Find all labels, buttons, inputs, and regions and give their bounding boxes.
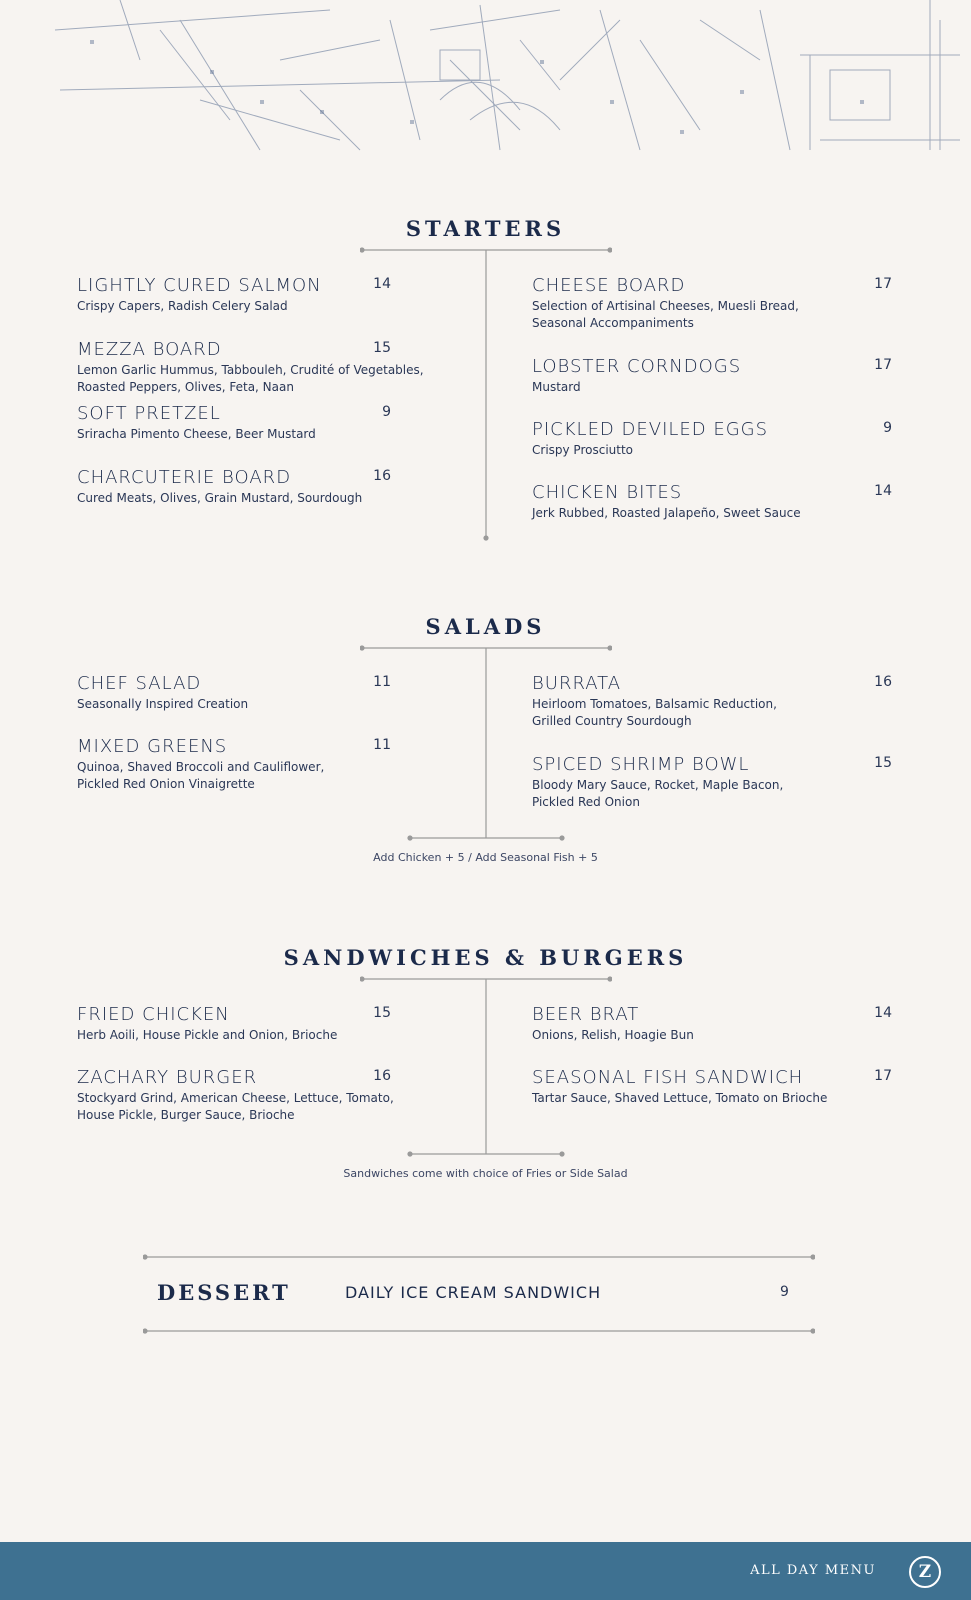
menu-item-description-line: Pickled Red Onion Vinaigrette xyxy=(77,777,255,791)
menu-item-name: PICKLED DEVILED EGGS xyxy=(532,419,769,440)
menu-item-description xyxy=(532,696,892,730)
menu-item xyxy=(77,468,437,507)
dessert-top-rule xyxy=(143,1253,815,1261)
menu-item-price: 15 xyxy=(874,755,892,771)
menu-item xyxy=(77,340,437,396)
menu-item xyxy=(77,1068,437,1124)
menu-item-name: CHARCUTERIE BOARD xyxy=(77,467,292,488)
menu-item-name: CHEESE BOARD xyxy=(532,275,686,296)
menu-item-description-line: Crispy Capers, Radish Celery Salad xyxy=(77,299,288,313)
menu-item-description xyxy=(77,1090,437,1124)
menu-item-name: CHEF SALAD xyxy=(77,673,202,694)
section-title-sandwiches: SANDWICHES & BURGERS xyxy=(283,945,688,970)
footer-menu-label: ALL DAY MENU xyxy=(750,1563,876,1578)
menu-item-name: FRIED CHICKEN xyxy=(77,1004,230,1025)
dessert-item-price: 9 xyxy=(780,1284,789,1300)
menu-item-name: BEER BRAT xyxy=(532,1004,640,1025)
menu-item-price: 14 xyxy=(373,276,391,292)
brand-logo-icon: Z xyxy=(909,1556,941,1588)
menu-item-name: LOBSTER CORNDOGS xyxy=(532,356,742,377)
menu-item xyxy=(532,1005,892,1044)
menu-item-name: MIXED GREENS xyxy=(77,736,228,757)
menu-item-price: 17 xyxy=(874,1068,892,1084)
menu-item-price: 9 xyxy=(883,420,892,436)
menu-item-name: SEASONAL FISH SANDWICH xyxy=(532,1067,804,1088)
menu-item-description-line: Bloody Mary Sauce, Rocket, Maple Bacon, xyxy=(532,778,784,792)
menu-item-price: 11 xyxy=(373,737,391,753)
menu-item xyxy=(77,404,437,443)
salads-add-note: Add Chicken + 5 / Add Seasonal Fish + 5 xyxy=(373,851,598,864)
sandwiches-divider xyxy=(360,973,612,1159)
menu-item-price: 15 xyxy=(373,1005,391,1021)
dessert-item-name: DAILY ICE CREAM SANDWICH xyxy=(345,1283,602,1302)
menu-item-price: 9 xyxy=(382,404,391,420)
menu-item xyxy=(77,276,437,315)
menu-item-name: SPICED SHRIMP BOWL xyxy=(532,754,750,775)
footer-bar xyxy=(0,1542,971,1600)
menu-item-description xyxy=(77,362,437,396)
menu-item-description-line: Cured Meats, Olives, Grain Mustard, Sourdough xyxy=(77,491,363,505)
menu-item xyxy=(532,357,892,396)
menu-item xyxy=(532,755,892,811)
menu-item xyxy=(532,483,892,522)
menu-item-description-line: Seasonally Inspired Creation xyxy=(77,697,249,711)
menu-item xyxy=(532,674,892,730)
menu-item-price: 17 xyxy=(874,357,892,373)
dessert-bottom-rule xyxy=(143,1327,815,1335)
menu-item-description xyxy=(532,298,892,332)
menu-item-description xyxy=(77,490,437,507)
menu-item-description-line: Sriracha Pimento Cheese, Beer Mustard xyxy=(77,427,316,441)
menu-item-description xyxy=(532,442,892,459)
menu-item-price: 11 xyxy=(373,674,391,690)
menu-item-name: LIGHTLY CURED SALMON xyxy=(77,275,322,296)
menu-item xyxy=(532,276,892,332)
menu-item-description xyxy=(532,777,892,811)
menu-item-name: ZACHARY BURGER xyxy=(77,1067,258,1088)
menu-item-description xyxy=(77,696,437,713)
menu-item-description xyxy=(77,298,437,315)
menu-item-price: 16 xyxy=(373,1068,391,1084)
menu-item-name: MEZZA BOARD xyxy=(77,339,222,360)
sandwiches-side-note: Sandwiches come with choice of Fries or Side Salad xyxy=(343,1167,628,1180)
menu-item-price: 15 xyxy=(373,340,391,356)
menu-item-description-line: Grilled Country Sourdough xyxy=(532,714,692,728)
menu-item-description-line: Stockyard Grind, American Cheese, Lettuce, Tomato, xyxy=(77,1091,394,1105)
menu-item-description-line: Seasonal Accompaniments xyxy=(532,316,694,330)
menu-item-name: CHICKEN BITES xyxy=(532,482,683,503)
menu-item-description-line: Herb Aoili, House Pickle and Onion, Brioche xyxy=(77,1028,338,1042)
menu-item xyxy=(532,420,892,459)
section-title-starters: STARTERS xyxy=(405,216,566,241)
menu-item-description-line: Heirloom Tomatoes, Balsamic Reduction, xyxy=(532,697,777,711)
menu-item-description-line: Roasted Peppers, Olives, Feta, Naan xyxy=(77,380,294,394)
menu-item-description xyxy=(77,426,437,443)
menu-item-description-line: Mustard xyxy=(532,380,581,394)
menu-item xyxy=(77,1005,437,1044)
menu-item-price: 16 xyxy=(874,674,892,690)
section-title-salads: SALADS xyxy=(425,614,546,639)
menu-item xyxy=(77,737,437,793)
menu-item xyxy=(77,674,437,713)
menu-item-description-line: Onions, Relish, Hoagie Bun xyxy=(532,1028,694,1042)
menu-item-price: 17 xyxy=(874,276,892,292)
blueprint-header-art xyxy=(0,0,971,160)
menu-item-description xyxy=(532,379,892,396)
menu-item-name: SOFT PRETZEL xyxy=(77,403,221,424)
menu-item-description xyxy=(77,1027,437,1044)
menu-item xyxy=(532,1068,892,1107)
menu-item-name: BURRATA xyxy=(532,673,622,694)
menu-item-description-line: House Pickle, Burger Sauce, Brioche xyxy=(77,1108,295,1122)
menu-item-price: 16 xyxy=(373,468,391,484)
menu-item-description-line: Quinoa, Shaved Broccoli and Cauliflower, xyxy=(77,760,325,774)
section-title-dessert: DESSERT xyxy=(157,1280,291,1305)
menu-item-description-line: Selection of Artisinal Cheeses, Muesli Bread, xyxy=(532,299,799,313)
menu-item-description-line: Lemon Garlic Hummus, Tabbouleh, Crudité of Vegetables, xyxy=(77,363,424,377)
menu-item-description xyxy=(532,1027,892,1044)
menu-item-description-line: Jerk Rubbed, Roasted Jalapeño, Sweet Sauce xyxy=(532,506,801,520)
menu-item-description xyxy=(77,759,437,793)
menu-item-description-line: Pickled Red Onion xyxy=(532,795,640,809)
menu-item-price: 14 xyxy=(874,483,892,499)
menu-item-description-line: Crispy Prosciutto xyxy=(532,443,634,457)
menu-item-description xyxy=(532,1090,892,1107)
menu-item-description xyxy=(532,505,892,522)
menu-item-description-line: Tartar Sauce, Shaved Lettuce, Tomato on Brioche xyxy=(532,1091,828,1105)
menu-item-price: 14 xyxy=(874,1005,892,1021)
